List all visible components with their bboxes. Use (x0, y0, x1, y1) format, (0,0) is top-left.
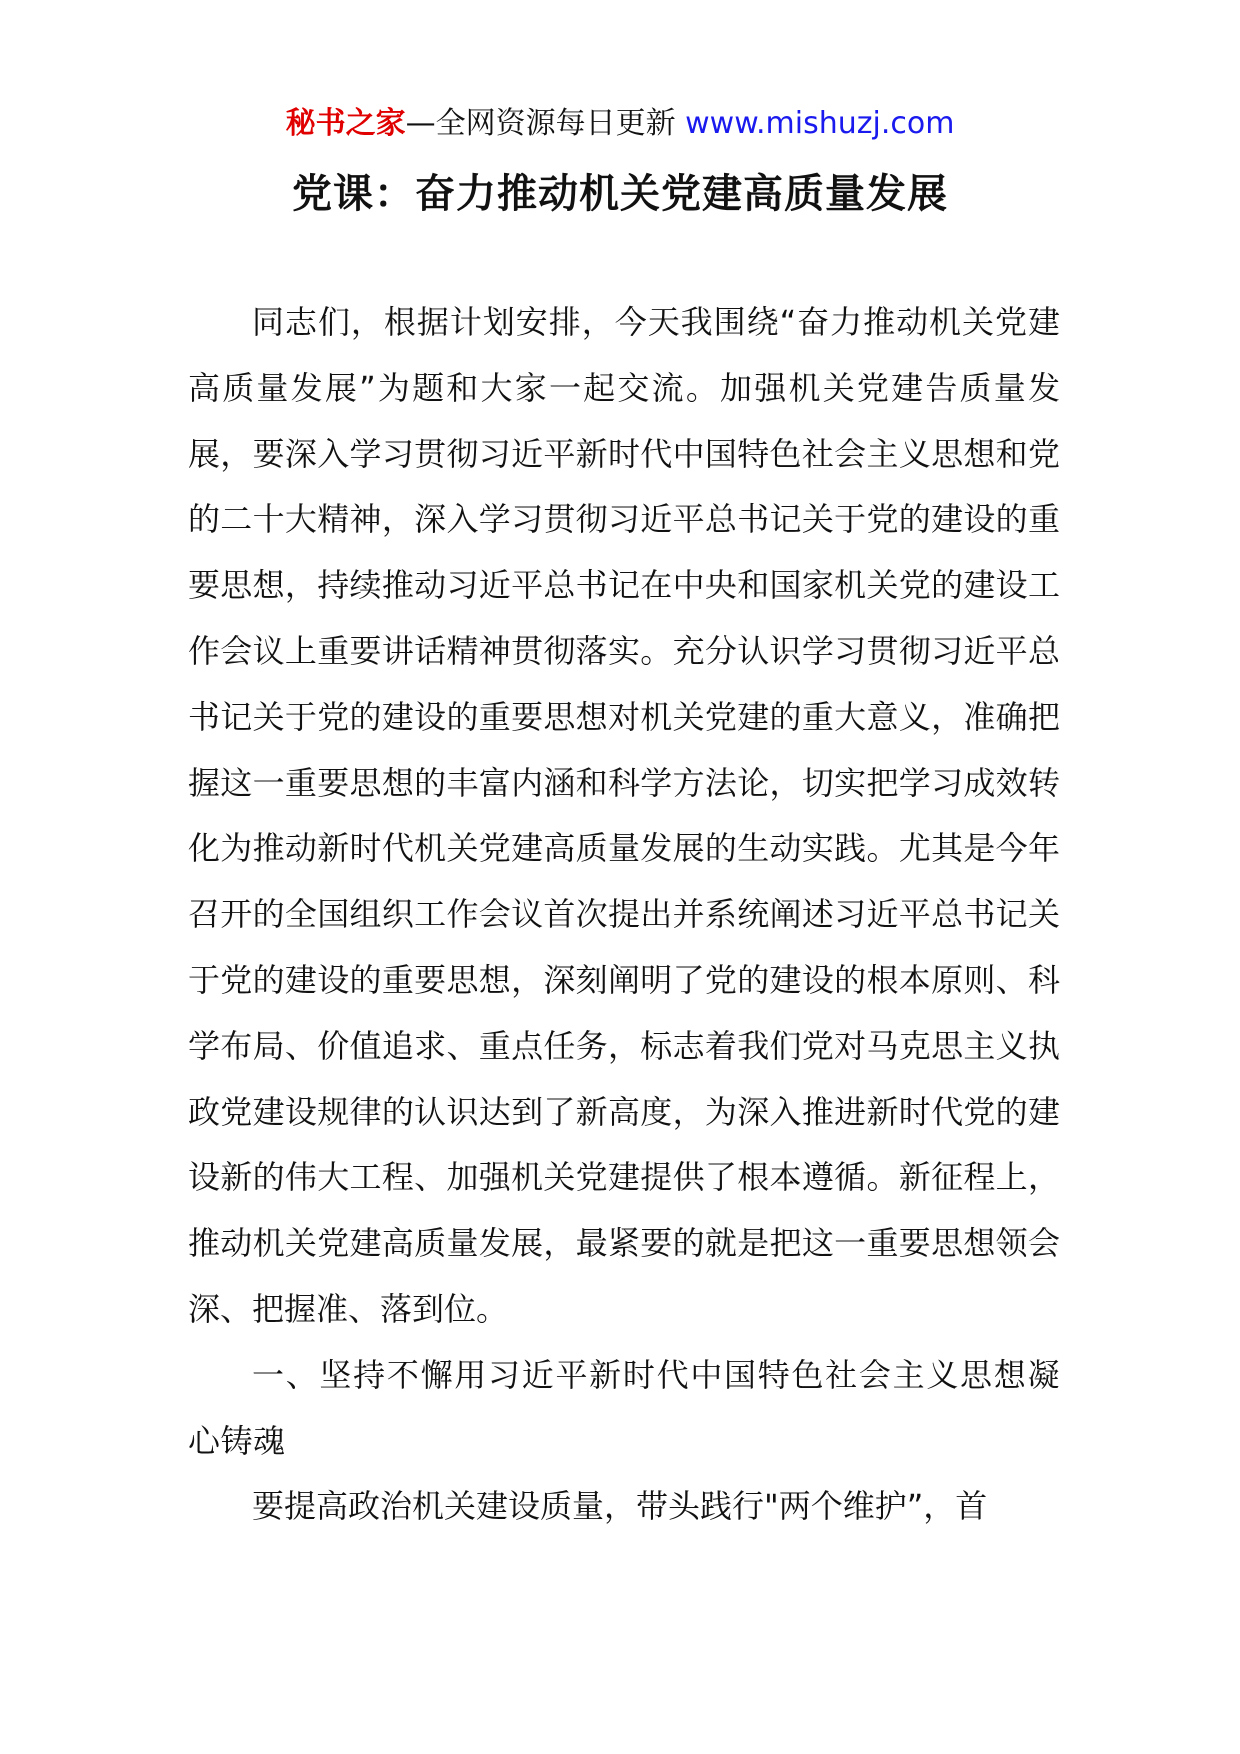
document-title: 党课：奋力推动机关党建高质量发展 (292, 171, 948, 217)
document-body (188, 290, 1060, 1540)
paragraph-section-1: 要提高政治机关建设质量，带头践行"两个维护”，首 (252, 1487, 988, 1526)
site-brand: 秘书之家 (285, 106, 406, 141)
site-header (0, 100, 1240, 148)
site-url-link[interactable]: www.mishuzj.com (685, 106, 955, 141)
section-heading-1: 一、坚持不懈用习近平新时代中国特色社会主义思想凝心铸魂 (188, 1355, 1060, 1460)
site-slogan: —全网资源每日更新 (405, 106, 686, 141)
paragraph-intro: 同志们，根据计划安排，今天我围绕“奋力推动机关党建高质量发展”为题和大家一起交流。加强机关党建告质量发展，要深入学习贯彻习近平新时代中国特色社会主义思想和党的二十大精神，深入学习贯彻习近平总书记关于党的建设的重要思想，持续推动习近平总书记在中央和国家机关党的建设工作会议上重要讲话精神贯彻落实。充分认识学习贯彻习近平总书记关于党的建设的重要思想对机关党建的重大意义，准确把握这一重要思想的丰富内涵和科学方法论，切实把学习成效转化为推动新时代机关党建高质量发展的生动实践。尤其是今年召开的全国组织工作会议首次提出并系统阐述习近平总书记关于党的建设的重要思想，深刻阐明了党的建设的根本原则、科学布局、价值追求、重点任务，标志着我们党对马克思主义执政党建设规律的认识达到了新高度，为深入推进新时代党的建设新的伟大工程、加强机关党建提供了根本遵循。新征程上，推动机关党建高质量发展，最紧要的就是把这一重要思想领会深、把握准、落到位。 (188, 303, 1060, 1328)
